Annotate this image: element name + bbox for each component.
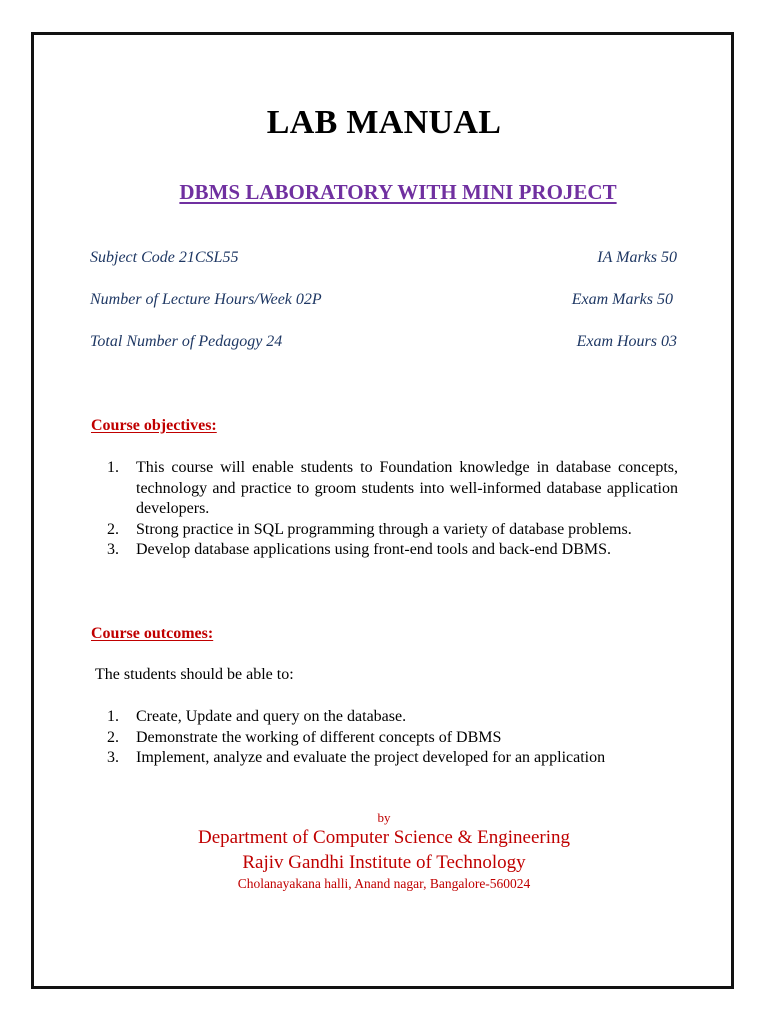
document-title: LAB MANUAL <box>266 104 502 141</box>
list-number: 3. <box>107 541 119 558</box>
list-text: Strong practice in SQL programming through a variety of database problems. <box>136 520 632 538</box>
objectives-list <box>107 458 678 561</box>
list-number: 2. <box>107 728 119 746</box>
exam-hours: Exam Hours 03 <box>576 333 677 350</box>
info-row-pedagogy <box>90 333 677 351</box>
footer-by: by <box>377 810 391 825</box>
list-text: Create, Update and query on the database. <box>136 708 407 725</box>
footer-address: Cholanayakana halli, Anand nagar, Bangalore-560024 <box>237 876 531 891</box>
list-number: 1. <box>107 708 119 725</box>
objectives-heading: Course objectives: <box>91 417 217 434</box>
subject-code: Subject Code 21CSL55 <box>90 249 239 266</box>
list-item <box>107 707 678 728</box>
document-subtitle: DBMS LABORATORY WITH MINI PROJECT <box>179 180 617 204</box>
ia-marks: IA Marks 50 <box>597 249 677 266</box>
list-number: 2. <box>107 520 119 538</box>
outcomes-intro: The students should be able to: <box>95 666 294 683</box>
list-item <box>107 728 678 749</box>
info-row-hours <box>90 291 677 309</box>
exam-marks: Exam Marks 50 <box>571 291 673 308</box>
list-text: Demonstrate the working of different concepts of DBMS <box>136 728 502 746</box>
list-text: Develop database applications using front-end tools and back-end DBMS. <box>136 541 611 558</box>
outcomes-heading: Course outcomes: <box>91 625 214 642</box>
footer-institute: Rajiv Gandhi Institute of Technology <box>242 852 526 873</box>
info-row-subject <box>90 249 677 267</box>
outcomes-list <box>107 707 678 769</box>
list-item <box>107 748 678 769</box>
list-item <box>107 520 678 541</box>
lecture-hours: Number of Lecture Hours/Week 02P <box>90 291 322 308</box>
list-item <box>107 458 678 520</box>
list-number: 1. <box>107 459 119 476</box>
list-text: Implement, analyze and evaluate the project developed for an application <box>136 749 606 766</box>
list-item <box>107 540 678 561</box>
list-number: 3. <box>107 749 119 766</box>
pedagogy-count: Total Number of Pedagogy 24 <box>90 333 283 350</box>
footer-department: Department of Computer Science & Engineering <box>198 827 570 848</box>
list-text: This course will enable students to Foundation knowledge in database concepts, technology and practice to groom students into well-informed database application developers. <box>136 459 678 517</box>
